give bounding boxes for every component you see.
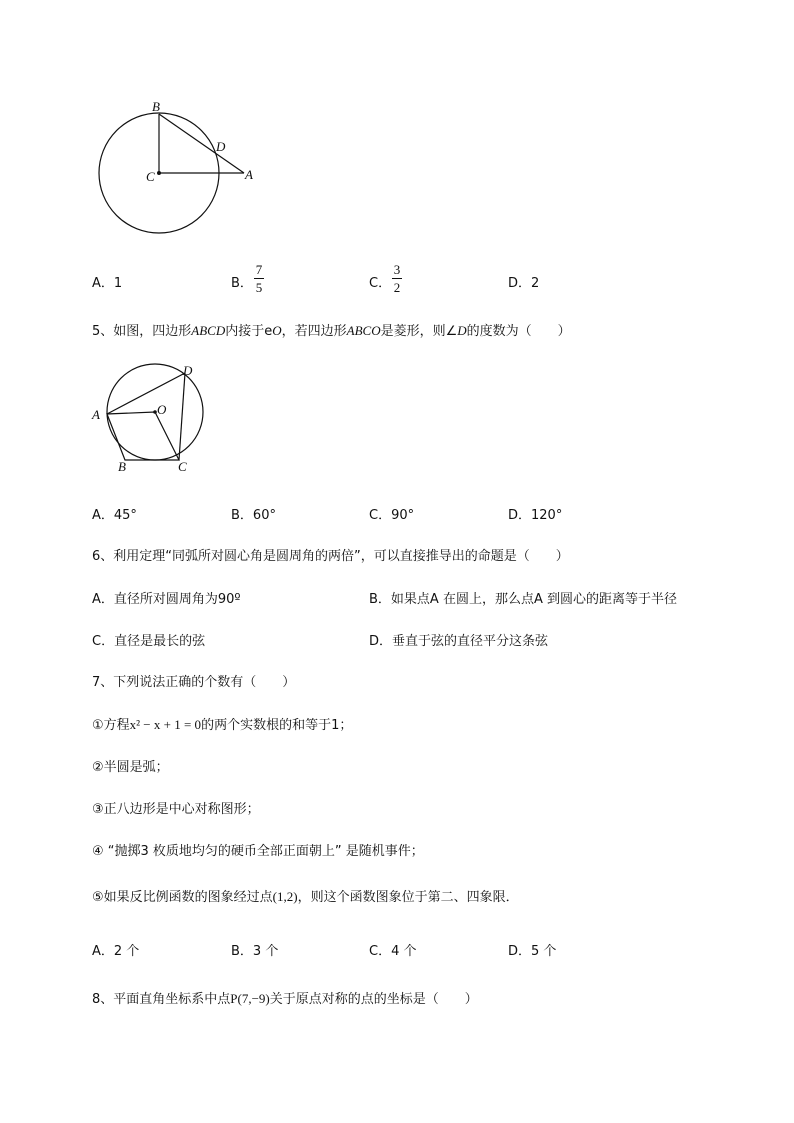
q4-option-b-numerator: 7 (255, 262, 263, 277)
label-c: C (146, 169, 155, 184)
q4-option-b (231, 272, 253, 291)
label-b: B (118, 459, 126, 474)
q6-stem: 6、利用定理“同弧所对圆心角是圆周角的两倍”，可以直接推导出的命题是（ ） (92, 549, 569, 564)
q7-statement-1-post: 的两个实数根的和等于1； (201, 718, 353, 733)
q5-option-b: B．60° (231, 508, 276, 523)
q7-statement-1 (92, 714, 352, 733)
q6-option-c: C．直径是最长的弦 (92, 634, 206, 649)
label-o: O (157, 402, 167, 417)
q8-point: P(7,−9) (230, 991, 270, 1006)
q7-stem: 7、下列说法正确的个数有（ ） (92, 675, 296, 690)
q7-option-b: B．3 个 (231, 944, 279, 959)
q8-stem (92, 988, 478, 1007)
label-d: D (183, 363, 193, 378)
q7-statement-5-post: ，则这个函数图象位于第二、四象限． (297, 890, 519, 905)
q7-point: (1,2) (272, 889, 298, 904)
q7-statement-3: ③正八边形是中心对称图形； (92, 802, 260, 817)
q4-option-d (508, 272, 539, 291)
q4-option-d-prefix: D． (508, 276, 532, 291)
q4-option-c-fraction (392, 262, 402, 295)
q7-option-a: A．2 个 (92, 944, 140, 959)
label-c: C (178, 459, 187, 474)
label-a: A (245, 167, 253, 182)
q5-stem-part2: 内接于e (225, 324, 273, 339)
segment-dc (179, 373, 185, 460)
q4-option-c-numerator: 3 (393, 262, 401, 277)
q4-option-c (369, 272, 391, 291)
label-a: A (92, 407, 100, 422)
label-b: B (152, 99, 160, 114)
q7-statement-4: ④ “抛掷3 枚质地均匀的硬币全部正面朝上” 是随机事件； (92, 844, 424, 859)
q6-option-b: B．如果点A 在圆上，那么点A 到圆心的距离等于半径 (369, 592, 677, 607)
q5-circle-o: O (272, 323, 282, 338)
q8-stem-post: 关于原点对称的点的坐标是（ ） (269, 992, 478, 1007)
q5-option-a: A．45° (92, 508, 137, 523)
q5-stem-part3: ，若四边形 (281, 324, 347, 339)
q4-option-b-denominator: 5 (255, 280, 263, 295)
q7-statement-2: ②半圆是弧； (92, 760, 169, 775)
q4-option-a-value: 1 (113, 276, 123, 291)
q7-option-d: D．5 个 (508, 944, 557, 959)
q5-figure (88, 362, 223, 474)
label-d: D (216, 139, 226, 154)
q5-stem (92, 320, 571, 339)
q4-option-d-value: 2 (531, 276, 540, 291)
q5-quad-abcd: ABCD (191, 323, 226, 338)
q4-option-c-denominator: 2 (393, 280, 401, 295)
rhombus-abco (107, 412, 179, 460)
q4-option-a-prefix: A． (92, 276, 114, 291)
q7-equation: x² − x + 1 = 0 (129, 717, 202, 732)
q4-figure (90, 95, 260, 245)
q5-stem-part5: 的度数为（ ） (466, 324, 571, 339)
q4-option-c-prefix: C． (369, 276, 392, 291)
q7-statement-5-pre: ⑤如果反比例函数的图象经过点 (92, 890, 273, 905)
q7-option-c: C．4 个 (369, 944, 417, 959)
q5-option-c: C．90° (369, 508, 415, 523)
q5-stem-part1: 5、如图，四边形 (92, 324, 192, 339)
q6-option-d: D．垂直于弦的直径平分这条弦 (369, 634, 549, 649)
q6-option-a: A．直径所对圆周角为90º (92, 592, 241, 607)
q4-option-b-prefix: B． (231, 276, 253, 291)
q7-statement-5 (92, 886, 519, 905)
q8-stem-pre: 8、平面直角坐标系中点 (92, 992, 231, 1007)
q7-statement-1-pre: ①方程 (92, 718, 130, 733)
q5-option-d: D．120° (508, 508, 563, 523)
segment-ba (159, 114, 244, 173)
point-c (157, 171, 161, 175)
q4-option-a (92, 272, 122, 291)
segment-ad (107, 373, 185, 414)
q5-angle-d: D (457, 323, 467, 338)
q5-stem-part4: 是菱形，则∠ (380, 324, 458, 339)
q5-quad-abco: ABCO (346, 323, 381, 338)
q4-option-b-fraction (254, 262, 264, 295)
